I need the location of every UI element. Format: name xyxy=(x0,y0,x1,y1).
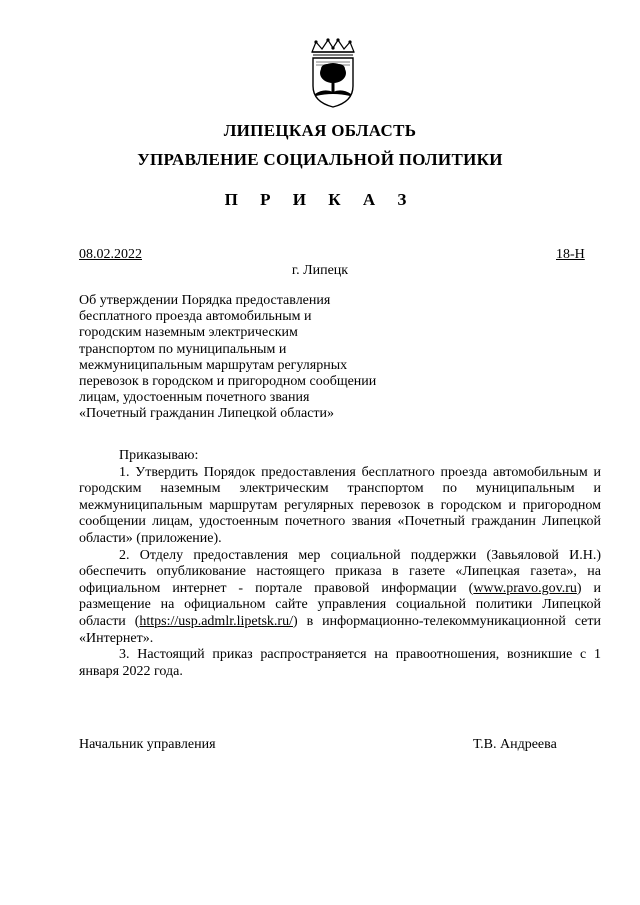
document-city: г. Липецк xyxy=(291,263,349,278)
order-paragraph-2 xyxy=(79,548,601,648)
document-subject xyxy=(79,293,409,423)
paragraph-text: ) в информационно-телекоммуникационной сети «Интернет». xyxy=(79,613,601,646)
document-number: 18-Н xyxy=(556,247,585,262)
coat-of-arms-icon xyxy=(300,38,366,108)
subject-line: лицам, удостоенным почетного звания xyxy=(79,390,310,406)
paragraph-text: 2. Отделу предоставления мер социальной поддержки (Завьяловой И.Н.) обеспечить опубликование настоящего приказа в газете «Липецкая газета», на официальном интернет - портале правовой информации ( xyxy=(79,547,601,596)
order-paragraph-1: 1. Утвердить Порядок предоставления бесплатного проезда автомобильным и городским наземным электрическим транспортом по муниципальным и межмуниципальным маршрутам регулярных перевозок в городском и пригородном сообщении лицам, удостоенным почетного звания «Почетный гражданин Липецкой области» (приложение). xyxy=(79,464,601,546)
subject-line: межмуниципальным маршрутам регулярных xyxy=(79,357,348,373)
paragraph-text: ) и размещение на официальном сайте управления социальной политики Липецкой области ( xyxy=(79,580,602,629)
subject-line: бесплатного проезда автомобильным и xyxy=(79,309,312,325)
signatory-name: Т.В. Андреева xyxy=(473,737,557,752)
order-intro: Приказываю: xyxy=(119,448,199,463)
document-body xyxy=(79,448,601,680)
pravo-link[interactable]: www.pravo.gov.ru xyxy=(473,580,577,596)
organization-department: УПРАВЛЕНИЕ СОЦИАЛЬНОЙ ПОЛИТИКИ xyxy=(137,150,503,169)
subject-line: «Почетный гражданин Липецкой области» xyxy=(79,406,335,422)
subject-line: транспортом по муниципальным и xyxy=(79,341,287,357)
organization-region: ЛИПЕЦКАЯ ОБЛАСТЬ xyxy=(223,121,417,140)
subject-line: Об утверждении Порядка предоставления xyxy=(79,293,331,308)
usp-site-link[interactable]: https://usp.admlr.lipetsk.ru/ xyxy=(139,613,293,629)
order-paragraph-3: 3. Настоящий приказ распространяется на правоотношения, возникшие с 1 января 2022 года. xyxy=(79,647,601,679)
subject-line: городским наземным электрическим xyxy=(79,325,298,341)
document-date: 08.02.2022 xyxy=(79,247,142,262)
signatory-position: Начальник управления xyxy=(79,737,216,752)
subject-line: перевозок в городском и пригородном сообщении xyxy=(79,374,377,390)
document-type-title: П Р И К А З xyxy=(224,190,416,209)
